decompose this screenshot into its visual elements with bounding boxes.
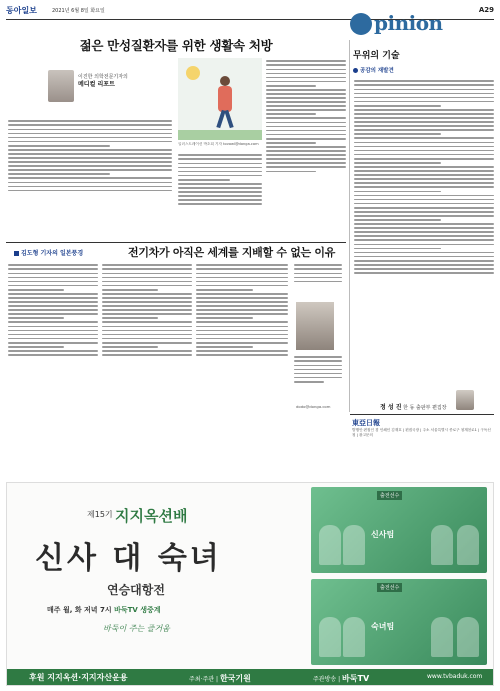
ad-edition: 제15기 xyxy=(87,510,113,519)
greeked-text-line xyxy=(102,285,192,287)
author2-photo xyxy=(296,302,334,350)
greeked-text-line xyxy=(8,173,110,175)
greeked-text-line xyxy=(266,166,346,168)
greeked-text-line xyxy=(8,129,172,131)
greeked-text-line xyxy=(178,195,262,197)
greeked-text-line xyxy=(196,309,288,311)
greeked-text-line xyxy=(196,289,253,291)
greeked-text-line xyxy=(294,369,342,371)
greeked-text-line xyxy=(8,277,98,279)
greeked-text-line xyxy=(178,199,262,201)
greeked-text-line xyxy=(266,150,346,152)
greeked-text-line xyxy=(354,191,441,193)
ad-panel-gentlemen xyxy=(311,487,487,573)
greeked-text-line xyxy=(8,346,64,348)
paper-name: 동아일보 xyxy=(6,6,37,15)
greeked-text-line xyxy=(8,264,98,266)
greeked-text-line xyxy=(354,105,441,107)
runner-body xyxy=(218,86,232,112)
section-rule xyxy=(6,242,346,243)
opinion-logo-text: pinion xyxy=(374,11,443,35)
ad-panel-name: 숙녀팀 xyxy=(371,622,395,631)
greeked-text-line xyxy=(8,313,98,315)
greeked-text-line xyxy=(102,281,192,283)
player-silhouette xyxy=(319,525,341,565)
ground-shape xyxy=(178,130,262,140)
greeked-text-line xyxy=(354,248,441,250)
greeked-text-line xyxy=(8,141,172,143)
greeked-text-line xyxy=(354,244,494,246)
greeked-text-line xyxy=(354,121,494,123)
greeked-text-line xyxy=(354,174,494,176)
greeked-text-line xyxy=(102,305,192,307)
greeked-text-line xyxy=(8,145,110,147)
greeked-text-line xyxy=(354,235,494,237)
greeked-text-line xyxy=(354,227,494,229)
greeked-text-line xyxy=(354,256,494,258)
greeked-text-line xyxy=(354,264,494,266)
greeked-text-line xyxy=(8,285,98,287)
greeked-text-line xyxy=(102,317,158,319)
player-silhouette xyxy=(431,525,453,565)
greeked-text-line xyxy=(354,117,494,119)
greeked-text-line xyxy=(266,171,316,173)
ad-sponsor-name: 바둑TV xyxy=(342,674,370,683)
greeked-text-line xyxy=(8,281,98,283)
column-byline-text: 공감의 재발견 xyxy=(360,68,394,74)
greeked-text-line xyxy=(266,142,316,144)
greeked-text-line xyxy=(354,150,494,152)
greeked-text-line xyxy=(354,142,494,144)
greeked-text-line xyxy=(354,84,494,86)
greeked-text-line xyxy=(354,203,494,205)
greeked-text-line xyxy=(102,342,192,344)
greeked-text-line xyxy=(266,109,346,111)
ad-left xyxy=(7,483,303,669)
author2-email: dodo@donga.com xyxy=(296,404,331,409)
greeked-text-line xyxy=(354,146,494,148)
ad-schedule xyxy=(47,605,161,615)
byline-affiliation: 이진한 의학전문기자의 xyxy=(78,74,128,80)
greeked-text-line xyxy=(354,178,494,180)
greeked-text-line xyxy=(8,350,98,352)
text-lines xyxy=(178,154,262,205)
sun-shape xyxy=(186,66,200,80)
article1-illustration xyxy=(178,58,262,140)
player-silhouette xyxy=(319,617,341,657)
ad-host: 후원 지지옥션·지지자산운용 xyxy=(29,673,128,682)
ad-footer xyxy=(7,669,493,685)
article2-body-col4b xyxy=(294,354,342,400)
opinion-logo xyxy=(350,5,496,39)
ad-sponsor-prefix: 주관방송 | xyxy=(313,676,343,683)
greeked-text-line xyxy=(354,182,494,184)
greeked-text-line xyxy=(196,350,288,352)
greeked-text-line xyxy=(102,313,192,315)
greeked-text-line xyxy=(196,273,288,275)
greeked-text-line xyxy=(294,377,342,379)
greeked-text-line xyxy=(354,97,494,99)
ad-url: www.tvbaduk.com xyxy=(427,673,483,680)
greeked-text-line xyxy=(8,297,98,299)
ad-panel-name: 신사팀 xyxy=(371,530,395,539)
greeked-text-line xyxy=(294,268,342,270)
article2-body-col1 xyxy=(8,262,98,412)
greeked-text-line xyxy=(354,223,494,225)
greeked-text-line xyxy=(196,277,288,279)
author-photo xyxy=(48,70,74,102)
text-lines xyxy=(266,60,346,172)
greeked-text-line xyxy=(354,80,494,82)
column-divider xyxy=(349,40,350,412)
greeked-text-line xyxy=(8,334,98,336)
greeked-text-line xyxy=(354,252,494,254)
greeked-text-line xyxy=(102,293,192,295)
greeked-text-line xyxy=(266,122,346,124)
greeked-text-line xyxy=(196,297,288,299)
greeked-text-line xyxy=(8,149,172,151)
greeked-text-line xyxy=(8,326,98,328)
greeked-text-line xyxy=(354,129,494,131)
byline-name: 메디컬 리포트 xyxy=(78,81,115,88)
greeked-text-line xyxy=(354,260,494,262)
greeked-text-line xyxy=(266,93,346,95)
greeked-text-line xyxy=(196,313,288,315)
greeked-text-line xyxy=(178,187,262,189)
greeked-text-line xyxy=(266,138,346,140)
article2-title: 전기차가 아직은 세계를 지배할 수 없는 이유 xyxy=(128,246,336,259)
text-lines xyxy=(8,120,172,191)
greeked-text-line xyxy=(354,158,494,160)
greeked-text-line xyxy=(294,373,342,375)
ad-main-title: 신사 대 숙녀 xyxy=(35,541,222,576)
greeked-text-line xyxy=(8,338,98,340)
greeked-text-line xyxy=(178,179,230,181)
greeked-text-line xyxy=(294,356,342,358)
ad-series: 지지옥션배 xyxy=(115,507,188,525)
column-body xyxy=(354,78,494,388)
greeked-text-line xyxy=(178,175,262,177)
greeked-text-line xyxy=(266,146,346,148)
greeked-text-line xyxy=(178,163,262,165)
greeked-text-line xyxy=(196,264,288,266)
article2-body-col3 xyxy=(196,262,288,412)
greeked-text-line xyxy=(354,268,494,270)
greeked-text-line xyxy=(266,105,346,107)
ad-script-text: 바둑이 주는 즐거움 xyxy=(103,624,170,633)
greeked-text-line xyxy=(8,124,172,126)
article1-byline xyxy=(78,74,158,88)
greeked-text-line xyxy=(266,158,346,160)
ad-organizer xyxy=(189,673,251,684)
greeked-text-line xyxy=(102,321,192,323)
signature-role: 한 동 출판부 편집장 xyxy=(403,405,447,411)
greeked-text-line xyxy=(196,334,288,336)
ad-panel-ladies xyxy=(311,579,487,665)
article1-body-col3 xyxy=(266,58,346,238)
greeked-text-line xyxy=(102,354,192,356)
greeked-text-line xyxy=(196,317,253,319)
greeked-text-line xyxy=(266,97,346,99)
greeked-text-line xyxy=(178,183,262,185)
article1-body-col2 xyxy=(178,152,262,238)
greeked-text-line xyxy=(266,77,346,79)
player-silhouette xyxy=(343,525,365,565)
greeked-text-line xyxy=(354,215,494,217)
greeked-text-line xyxy=(8,305,98,307)
greeked-text-line xyxy=(266,113,316,115)
greeked-text-line xyxy=(266,162,346,164)
greeked-text-line xyxy=(196,281,288,283)
greeked-text-line xyxy=(8,137,172,139)
player-silhouette xyxy=(343,617,365,657)
greeked-text-line xyxy=(266,69,346,71)
greeked-text-line xyxy=(266,101,346,103)
page-number: A29 xyxy=(478,6,494,14)
greeked-text-line xyxy=(266,85,316,87)
greeked-text-line xyxy=(102,264,192,266)
greeked-text-line xyxy=(8,301,98,303)
article2-kicker xyxy=(14,248,83,257)
greeked-text-line xyxy=(354,211,494,213)
greeked-text-line xyxy=(8,309,98,311)
greeked-text-line xyxy=(354,89,494,91)
greeked-text-line xyxy=(266,130,346,132)
column-byline xyxy=(353,66,394,74)
greeked-text-line xyxy=(102,346,158,348)
greeked-text-line xyxy=(102,309,192,311)
advertisement xyxy=(6,482,494,686)
greeked-text-line xyxy=(8,153,172,155)
greeked-text-line xyxy=(354,207,494,209)
greeked-text-line xyxy=(8,165,172,167)
greeked-text-line xyxy=(294,281,342,283)
greeked-text-line xyxy=(178,203,262,205)
greeked-text-line xyxy=(294,381,324,383)
greeked-text-line xyxy=(8,177,172,179)
greeked-text-line xyxy=(178,154,262,156)
greeked-text-line xyxy=(196,285,288,287)
greeked-text-line xyxy=(8,268,98,270)
greeked-text-line xyxy=(196,354,288,356)
greeked-text-line xyxy=(8,186,172,188)
greeked-text-line xyxy=(178,167,262,169)
greeked-text-line xyxy=(8,293,98,295)
greeked-text-line xyxy=(178,191,262,193)
greeked-text-line xyxy=(354,125,494,127)
greeked-text-line xyxy=(178,158,262,160)
text-lines xyxy=(196,264,288,355)
column-signature xyxy=(380,402,447,411)
greeked-text-line xyxy=(354,162,441,164)
greeked-text-line xyxy=(354,133,441,135)
article1-title: 젊은 만성질환자를 위한 생활속 처방 xyxy=(79,38,273,53)
greeked-text-line xyxy=(8,330,98,332)
text-lines xyxy=(294,356,342,382)
article2-body-col2 xyxy=(102,262,192,412)
player-silhouette xyxy=(457,617,479,657)
greeked-text-line xyxy=(102,277,192,279)
date-line: 2021년 6월 8일 화요일 xyxy=(52,8,105,14)
player-silhouette xyxy=(431,617,453,657)
greeked-text-line xyxy=(8,169,172,171)
greeked-text-line xyxy=(266,73,346,75)
greeked-text-line xyxy=(266,89,346,91)
greeked-text-line xyxy=(178,171,262,173)
greeked-text-line xyxy=(354,101,494,103)
greeked-text-line xyxy=(196,326,288,328)
ad-panel-label: 출전선수 xyxy=(377,583,402,592)
ad-organizer-prefix: 주최·주관 | xyxy=(189,676,220,683)
greeked-text-line xyxy=(266,154,346,156)
greeked-text-line xyxy=(196,338,288,340)
kicker-text: 김도형 기자의 일본풍경 xyxy=(21,250,84,257)
ad-schedule-channel: 바둑TV 생중계 xyxy=(114,606,161,614)
greeked-text-line xyxy=(354,219,441,221)
opinion-o-icon xyxy=(350,13,372,35)
greeked-text-line xyxy=(102,268,192,270)
greeked-text-line xyxy=(354,166,494,168)
greeked-text-line xyxy=(354,170,494,172)
ad-schedule-prefix: 매주 월, 화 저녁 7시 xyxy=(47,606,115,614)
column-title: 무위의 기술 xyxy=(353,51,400,61)
greeked-text-line xyxy=(8,321,98,323)
greeked-text-line xyxy=(196,330,288,332)
greeked-text-line xyxy=(102,297,192,299)
illustration-caption: 일러스트레이션 박초희 기자 tovowl@donga.com xyxy=(178,142,259,146)
ad-organizer-name: 한국기원 xyxy=(219,674,251,683)
greeked-text-line xyxy=(354,109,494,111)
greeked-text-line xyxy=(8,354,98,356)
greeked-text-line xyxy=(196,342,288,344)
player-silhouette xyxy=(457,525,479,565)
runner-head xyxy=(220,76,230,86)
greeked-text-line xyxy=(102,334,192,336)
greeked-text-line xyxy=(354,154,494,156)
greeked-text-line xyxy=(196,346,253,348)
greeked-text-line xyxy=(266,81,346,83)
article2-body-col4 xyxy=(294,262,342,298)
greeked-text-line xyxy=(354,199,494,201)
greeked-text-line xyxy=(354,231,494,233)
greeked-text-line xyxy=(354,93,494,95)
greeked-text-line xyxy=(8,190,172,192)
greeked-text-line xyxy=(8,120,172,122)
greeked-text-line xyxy=(354,186,494,188)
greeked-text-line xyxy=(102,289,158,291)
publisher-info: 발행인·편집인 겸 인쇄인 김재호 | 편집국장 | 주소 서울특별시 종로구 청계천로1 | 구독신청 | 광고문의 xyxy=(352,428,491,437)
greeked-text-line xyxy=(102,350,192,352)
greeked-text-line xyxy=(266,126,346,128)
article1-body-col1 xyxy=(8,118,172,238)
greeked-text-line xyxy=(294,365,342,367)
greeked-text-line xyxy=(354,195,494,197)
text-lines xyxy=(294,264,342,282)
greeked-text-line xyxy=(8,133,172,135)
greeked-text-line xyxy=(102,330,192,332)
greeked-text-line xyxy=(354,113,494,115)
greeked-text-line xyxy=(294,277,342,279)
bullet-icon xyxy=(353,68,358,73)
greeked-text-line xyxy=(8,161,172,163)
greeked-text-line xyxy=(8,342,98,344)
greeked-text-line xyxy=(8,157,172,159)
signature-name: 정 성 진 xyxy=(380,404,402,411)
publisher-logo: 東亞日報 xyxy=(352,419,380,427)
greeked-text-line xyxy=(354,239,494,241)
greeked-text-line xyxy=(102,273,192,275)
greeked-text-line xyxy=(354,137,494,139)
text-lines xyxy=(8,264,98,355)
publisher-box xyxy=(350,414,494,476)
greeked-text-line xyxy=(196,301,288,303)
greeked-text-line xyxy=(8,182,172,184)
greeked-text-line xyxy=(8,317,64,319)
ad-panel-label: 출전선수 xyxy=(377,491,402,500)
greeked-text-line xyxy=(102,326,192,328)
ad-sponsor xyxy=(313,673,369,684)
greeked-text-line xyxy=(196,293,288,295)
greeked-text-line xyxy=(294,273,342,275)
columnist-photo xyxy=(456,390,474,410)
text-lines xyxy=(102,264,192,355)
ad-subtitle: 연승대항전 xyxy=(107,583,165,597)
text-lines xyxy=(354,80,494,273)
greeked-text-line xyxy=(294,360,342,362)
greeked-text-line xyxy=(102,301,192,303)
runner-leg xyxy=(224,110,233,128)
greeked-text-line xyxy=(294,264,342,266)
greeked-text-line xyxy=(8,273,98,275)
greeked-text-line xyxy=(266,60,346,62)
greeked-text-line xyxy=(266,64,346,66)
greeked-text-line xyxy=(196,268,288,270)
greeked-text-line xyxy=(354,272,494,274)
greeked-text-line xyxy=(196,321,288,323)
greeked-text-line xyxy=(8,289,64,291)
greeked-text-line xyxy=(266,134,346,136)
greeked-text-line xyxy=(196,305,288,307)
kicker-square-icon xyxy=(14,251,19,256)
greeked-text-line xyxy=(266,117,346,119)
greeked-text-line xyxy=(102,338,192,340)
